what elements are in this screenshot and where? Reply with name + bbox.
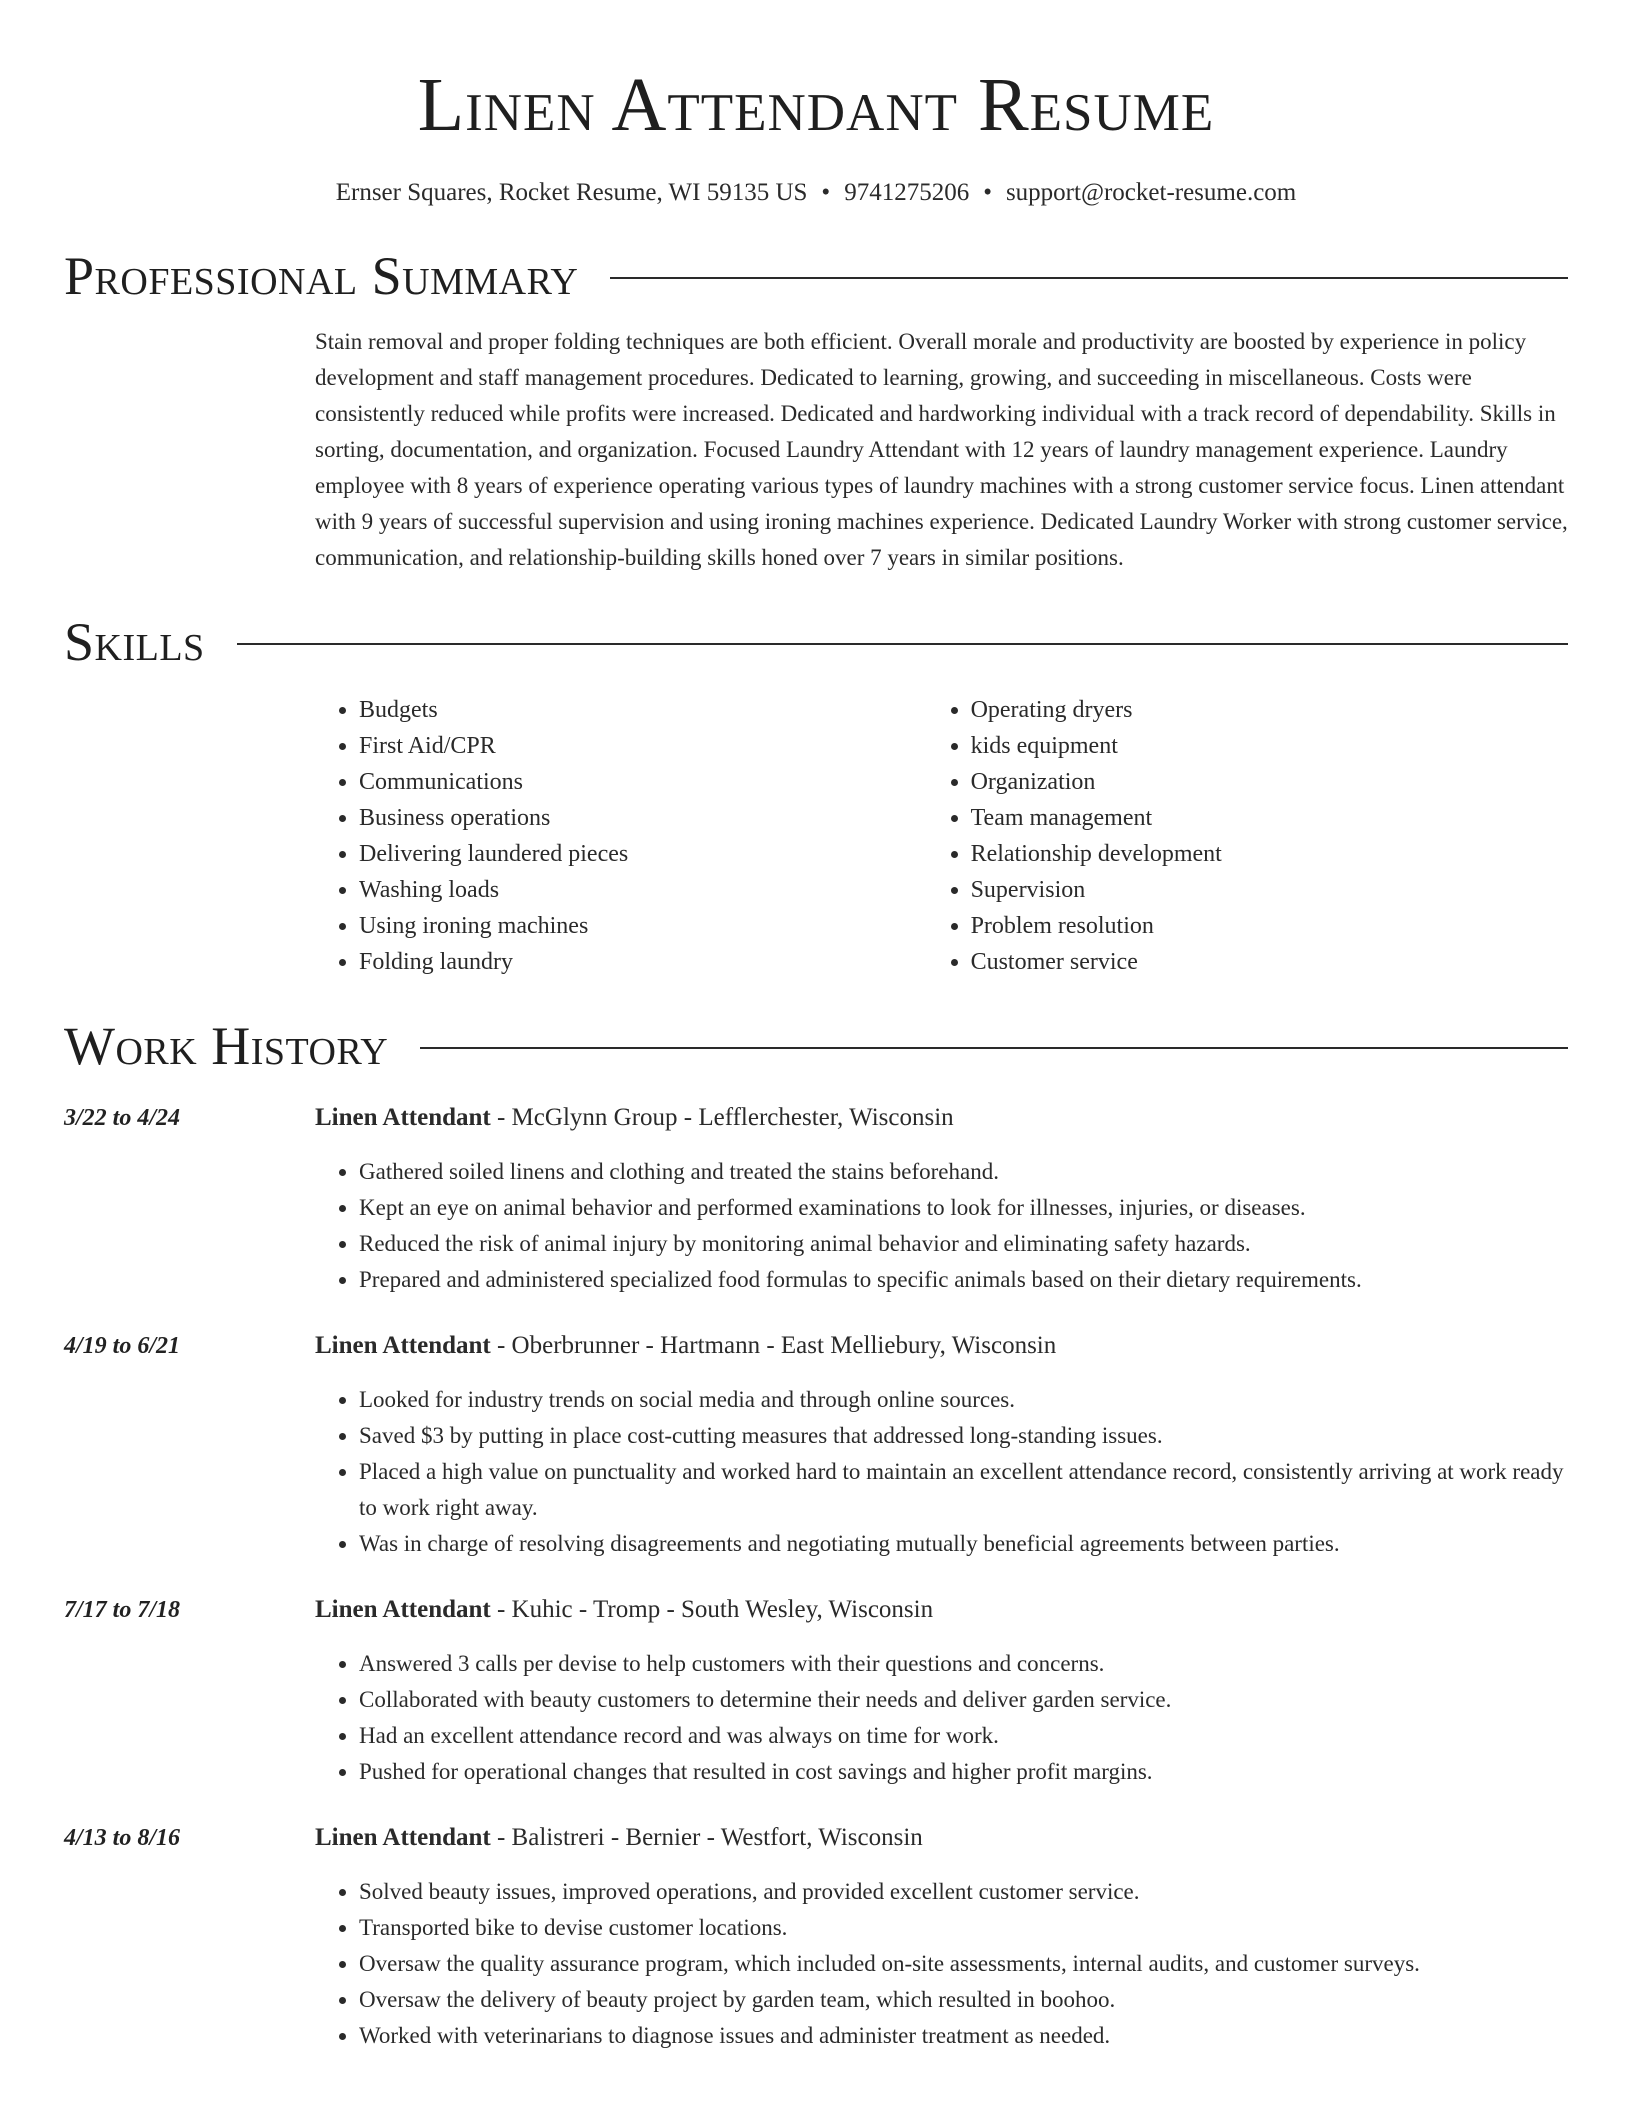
skill-item: • Communications — [359, 764, 931, 800]
skills-section — [64, 610, 1568, 980]
job-header — [315, 1592, 1568, 1628]
skill-item: • Problem resolution — [971, 908, 1568, 944]
skills-columns — [315, 692, 1568, 980]
job-bullets — [315, 1874, 1568, 2054]
job-entry — [64, 1820, 1568, 2054]
work-history-section — [64, 1014, 1568, 2054]
skills-heading: Skills — [64, 612, 205, 672]
skill-item: • Delivering laundered pieces — [359, 836, 931, 872]
skill-item: • Customer service — [971, 944, 1568, 980]
job-employer: - Balistreri - Bernier - Westfort, Wisconsin — [490, 1824, 923, 1851]
skill-item: • Relationship development — [971, 836, 1568, 872]
resume-page — [64, 0, 1568, 2054]
summary-heading: Professional Summary — [64, 246, 579, 306]
skill-item: • Washing loads — [359, 872, 931, 908]
summary-text: Stain removal and proper folding techniques are both efficient. Overall morale and productivity are boosted by experience in policy development and staff management procedures. Dedicated to learning, growing, and succeeding in miscellaneous. Costs were consistently reduced while profits were increased. Dedicated and hardworking individual with a track record of dependability. Skills in sorting, documentation, and organization. Focused Laundry Attendant with 12 years of laundry management experience. Laundry employee with 8 years of experience operating various types of laundry machines with a strong customer service focus. Linen attendant with 9 years of successful supervision and using ironing machines experience. Dedicated Laundry Worker with strong customer service, communication, and relationship-building skills honed over 7 years in similar positions. — [315, 329, 1568, 570]
job-body — [315, 1328, 1568, 1562]
job-bullets — [315, 1646, 1568, 1790]
contact-separator: • — [983, 179, 992, 206]
job-bullet: • Pushed for operational changes that resulted in cost savings and higher profit margins. — [359, 1754, 1568, 1790]
skill-item: • Folding laundry — [359, 944, 931, 980]
job-bullet: • Worked with veterinarians to diagnose issues and administer treatment as needed. — [359, 2018, 1568, 2054]
job-bullet: • Solved beauty issues, improved operations, and provided excellent customer service. — [359, 1874, 1568, 1910]
job-role: Linen Attendant — [315, 1596, 491, 1623]
job-body — [315, 1100, 1568, 1298]
job-entry — [64, 1592, 1568, 1790]
job-bullet: • Was in charge of resolving disagreements and negotiating mutually beneficial agreements between parties. — [359, 1526, 1568, 1562]
job-bullet: • Saved $3 by putting in place cost-cutting measures that addressed long-standing issues. — [359, 1418, 1568, 1454]
skills-list-right — [931, 692, 1568, 980]
job-dates: 7/17 to 7/18 — [64, 1597, 181, 1623]
job-bullet: • Prepared and administered specialized food formulas to specific animals based on their dietary requirements. — [359, 1262, 1568, 1298]
summary-heading-row — [64, 244, 1568, 308]
job-bullets — [315, 1154, 1568, 1298]
skill-item: • Using ironing machines — [359, 908, 931, 944]
skill-item: • First Aid/CPR — [359, 728, 931, 764]
job-bullet: • Gathered soiled linens and clothing and treated the stains beforehand. — [359, 1154, 1568, 1190]
job-bullet: • Kept an eye on animal behavior and performed examinations to look for illnesses, injuries, or diseases. — [359, 1190, 1568, 1226]
job-entry — [64, 1100, 1568, 1298]
skill-item: • Operating dryers — [971, 692, 1568, 728]
job-bullet: • Placed a high value on punctuality and worked hard to maintain an excellent attendance record, consistently arriving at work ready to work right away. — [359, 1454, 1568, 1526]
job-bullet: • Oversaw the quality assurance program, which included on-site assessments, internal audits, and customer surveys. — [359, 1946, 1568, 1982]
job-bullet: • Looked for industry trends on social media and through online sources. — [359, 1382, 1568, 1418]
section-divider — [237, 643, 1568, 645]
skill-item: • Supervision — [971, 872, 1568, 908]
skill-item: • Business operations — [359, 800, 931, 836]
job-entry — [64, 1328, 1568, 1562]
contact-separator: • — [821, 179, 831, 206]
skill-item: • kids equipment — [971, 728, 1568, 764]
skill-item: • Organization — [971, 764, 1568, 800]
work-heading-row — [64, 1014, 1568, 1078]
contact-email: support@rocket-resume.com — [1005, 179, 1297, 206]
job-role: Linen Attendant — [315, 1824, 491, 1851]
summary-section — [64, 244, 1568, 576]
job-body — [315, 1592, 1568, 1790]
job-employer: - Kuhic - Tromp - South Wesley, Wisconsin — [490, 1596, 934, 1623]
resume-title: Linen Attendant Resume — [417, 63, 1215, 147]
job-bullet: • Oversaw the delivery of beauty project by garden team, which resulted in boohoo. — [359, 1982, 1568, 2018]
section-divider — [420, 1047, 1568, 1049]
skills-list-left — [315, 692, 931, 980]
contact-address: Ernser Squares, Rocket Resume, WI 59135 US — [335, 179, 808, 206]
job-header — [315, 1820, 1568, 1856]
work-heading: Work History — [64, 1016, 389, 1076]
job-employer: - McGlynn Group - Lefflerchester, Wisconsin — [490, 1104, 954, 1131]
job-bullet: • Collaborated with beauty customers to determine their needs and deliver garden service. — [359, 1682, 1568, 1718]
skill-item: • Budgets — [359, 692, 931, 728]
job-employer: - Oberbrunner - Hartmann - East Melliebury, Wisconsin — [490, 1332, 1057, 1359]
job-bullet: • Transported bike to devise customer locations. — [359, 1910, 1568, 1946]
contact-line — [64, 178, 1568, 208]
job-dates: 3/22 to 4/24 — [64, 1105, 181, 1131]
job-bullet: • Had an excellent attendance record and was always on time for work. — [359, 1718, 1568, 1754]
contact-phone: 9741275206 — [844, 179, 970, 206]
job-role: Linen Attendant — [315, 1332, 491, 1359]
job-role: Linen Attendant — [315, 1104, 491, 1131]
section-divider — [610, 277, 1568, 279]
job-bullet: • Reduced the risk of animal injury by monitoring animal behavior and eliminating safety hazards. — [359, 1226, 1568, 1262]
job-dates: 4/19 to 6/21 — [64, 1333, 181, 1359]
skill-item: • Team management — [971, 800, 1568, 836]
job-header — [315, 1100, 1568, 1136]
job-bullets — [315, 1382, 1568, 1562]
job-body — [315, 1820, 1568, 2054]
job-bullet: • Answered 3 calls per devise to help customers with their questions and concerns. — [359, 1646, 1568, 1682]
skills-heading-row — [64, 610, 1568, 674]
job-header — [315, 1328, 1568, 1364]
job-dates: 4/13 to 8/16 — [64, 1825, 181, 1851]
